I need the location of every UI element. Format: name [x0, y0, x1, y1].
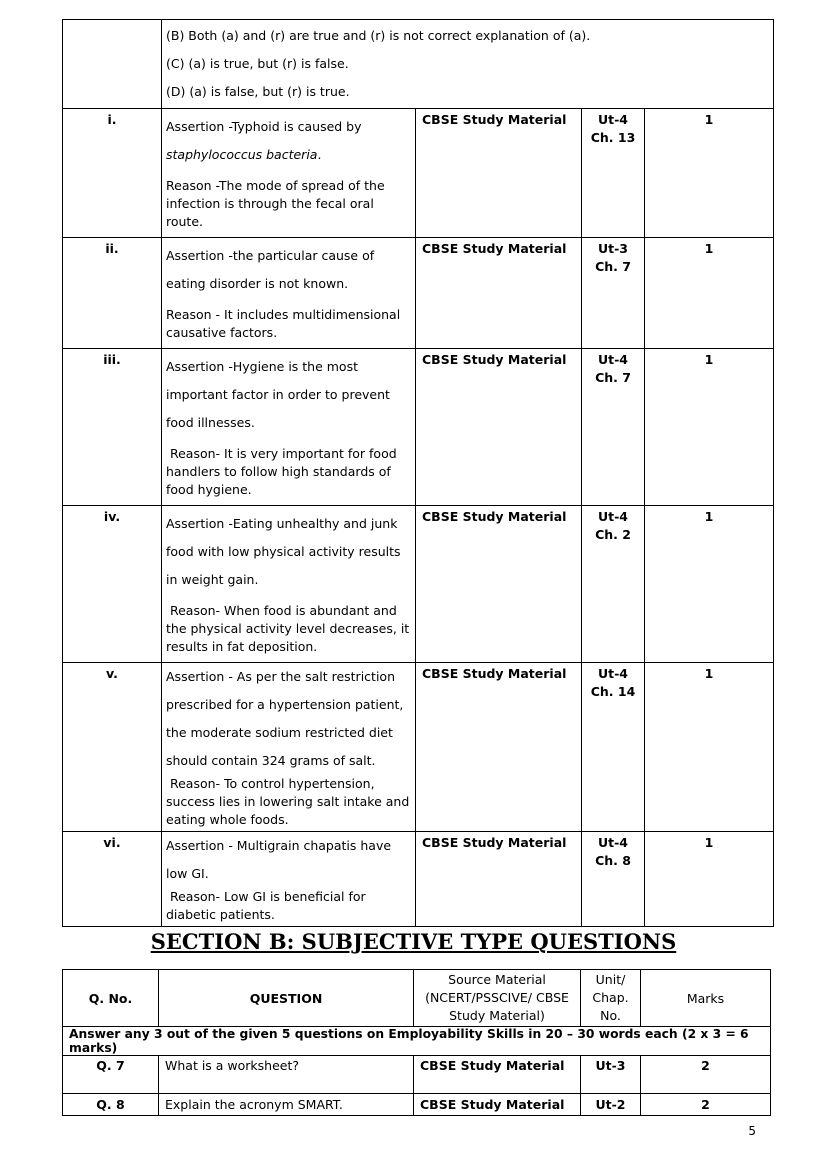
question-index: i. — [63, 109, 162, 238]
assertion-text: Assertion - As per the salt restriction — [166, 669, 395, 684]
assertion-reason-table — [62, 19, 774, 927]
page-number: 5 — [748, 1124, 756, 1138]
reason-text: Reason- Low GI is beneficial for — [166, 889, 366, 904]
question-text: Explain the acronym SMART. — [159, 1094, 414, 1116]
reason-text: diabetic patients. — [166, 907, 275, 922]
reason-text: success lies in lowering salt intake and — [166, 794, 410, 809]
unit-chapter: Ut-2 — [581, 1094, 641, 1116]
assertion-reason-cell — [162, 832, 416, 927]
subjective-questions-table — [62, 969, 771, 1116]
assertion-text: Assertion -the particular cause of — [166, 248, 375, 263]
option-d: (D) (a) is false, but (r) is true. — [166, 84, 350, 99]
assertion-text: Assertion -Hygiene is the most — [166, 359, 358, 374]
unit-chapter: Ut-4 Ch. 7 — [582, 349, 645, 506]
assertion-text: eating disorder is not known. — [166, 276, 349, 291]
question-index: ii. — [63, 238, 162, 349]
assertion-text: should contain 324 grams of salt. — [166, 753, 376, 768]
unit-chapter: Ut-3 — [581, 1056, 641, 1094]
marks: 1 — [645, 238, 774, 349]
source-material: CBSE Study Material — [416, 238, 582, 349]
reason-text: results in fat deposition. — [166, 639, 318, 654]
header-marks: Marks — [641, 970, 771, 1027]
assertion-text: Assertion -Typhoid is caused by — [166, 119, 362, 134]
table-row — [63, 506, 774, 663]
options-cell — [162, 20, 774, 109]
reason-text: the physical activity level decreases, it — [166, 621, 410, 636]
marks: 1 — [645, 349, 774, 506]
assertion-text: food with low physical activity results — [166, 544, 401, 559]
reason-text: Reason -The mode of spread of the — [166, 178, 385, 193]
instruction-row — [63, 1027, 771, 1056]
header-question: QUESTION — [159, 970, 414, 1027]
marks: 1 — [645, 506, 774, 663]
options-row — [63, 20, 774, 109]
assertion-reason-cell — [162, 506, 416, 663]
source-material: CBSE Study Material — [416, 506, 582, 663]
marks: 1 — [645, 663, 774, 832]
assertion-text: Assertion - Multigrain chapatis have — [166, 838, 392, 853]
source-material: CBSE Study Material — [416, 109, 582, 238]
question-number: Q. 8 — [63, 1094, 159, 1116]
unit-chapter: Ut-4 Ch. 2 — [582, 506, 645, 663]
table-row — [63, 349, 774, 506]
source-material: CBSE Study Material — [416, 663, 582, 832]
source-material: CBSE Study Material — [414, 1094, 581, 1116]
assertion-reason-cell — [162, 238, 416, 349]
source-material: CBSE Study Material — [414, 1056, 581, 1094]
unit-chapter: Ut-4 Ch. 14 — [582, 663, 645, 832]
assertion-text: Assertion -Eating unhealthy and junk — [166, 516, 398, 531]
reason-text: food hygiene. — [166, 482, 252, 497]
assertion-reason-cell — [162, 349, 416, 506]
option-b: (B) Both (a) and (r) are true and (r) is not correct explanation of (a). — [166, 28, 591, 43]
assertion-text: important factor in order to prevent — [166, 387, 390, 402]
header-source: Source Material (NCERT/PSSCIVE/ CBSE Study Material) — [414, 970, 581, 1027]
table-row — [63, 663, 774, 832]
table-row — [63, 832, 774, 927]
question-index: vi. — [63, 832, 162, 927]
question-index: iv. — [63, 506, 162, 663]
option-c: (C) (a) is true, but (r) is false. — [166, 56, 349, 71]
table-row — [63, 109, 774, 238]
table-row — [63, 238, 774, 349]
instruction-text: Answer any 3 out of the given 5 questions on Employability Skills in 20 – 30 words each (2 x 3 = 6 marks) — [63, 1027, 771, 1056]
assertion-text: the moderate sodium restricted diet — [166, 725, 393, 740]
marks: 1 — [645, 832, 774, 927]
section-title: SECTION B: SUBJECTIVE TYPE QUESTIONS — [150, 929, 677, 954]
marks: 1 — [645, 109, 774, 238]
header-unit: Unit/ Chap. No. — [581, 970, 641, 1027]
assertion-text: staphylococcus bacteria. — [166, 147, 322, 162]
marks: 2 — [641, 1094, 771, 1116]
question-text: What is a worksheet? — [159, 1056, 414, 1094]
unit-chapter: Ut-4 Ch. 13 — [582, 109, 645, 238]
marks: 2 — [641, 1056, 771, 1094]
table-row — [63, 1094, 771, 1116]
assertion-text: in weight gain. — [166, 572, 259, 587]
assertion-text: low GI. — [166, 866, 209, 881]
question-index: v. — [63, 663, 162, 832]
reason-text: route. — [166, 214, 203, 229]
question-index: iii. — [63, 349, 162, 506]
assertion-text: food illnesses. — [166, 415, 255, 430]
assertion-reason-cell — [162, 663, 416, 832]
assertion-reason-cell — [162, 109, 416, 238]
question-number: Q. 7 — [63, 1056, 159, 1094]
header-qno: Q. No. — [63, 970, 159, 1027]
reason-text: Reason- When food is abundant and — [166, 603, 397, 618]
reason-text: Reason- To control hypertension, — [166, 776, 375, 791]
reason-text: Reason- It is very important for food — [166, 446, 397, 461]
italic-term: staphylococcus bacteria — [166, 147, 318, 162]
reason-text: handlers to follow high standards of — [166, 464, 391, 479]
reason-text: causative factors. — [166, 325, 278, 340]
source-material: CBSE Study Material — [416, 832, 582, 927]
unit-chapter: Ut-3 Ch. 7 — [582, 238, 645, 349]
unit-chapter: Ut-4 Ch. 8 — [582, 832, 645, 927]
reason-text: infection is through the fecal oral — [166, 196, 374, 211]
reason-text: eating whole foods. — [166, 812, 289, 827]
table-row — [63, 1056, 771, 1094]
assertion-text: prescribed for a hypertension patient, — [166, 697, 404, 712]
header-row — [63, 970, 771, 1027]
reason-text: Reason - It includes multidimensional — [166, 307, 401, 322]
source-material: CBSE Study Material — [416, 349, 582, 506]
